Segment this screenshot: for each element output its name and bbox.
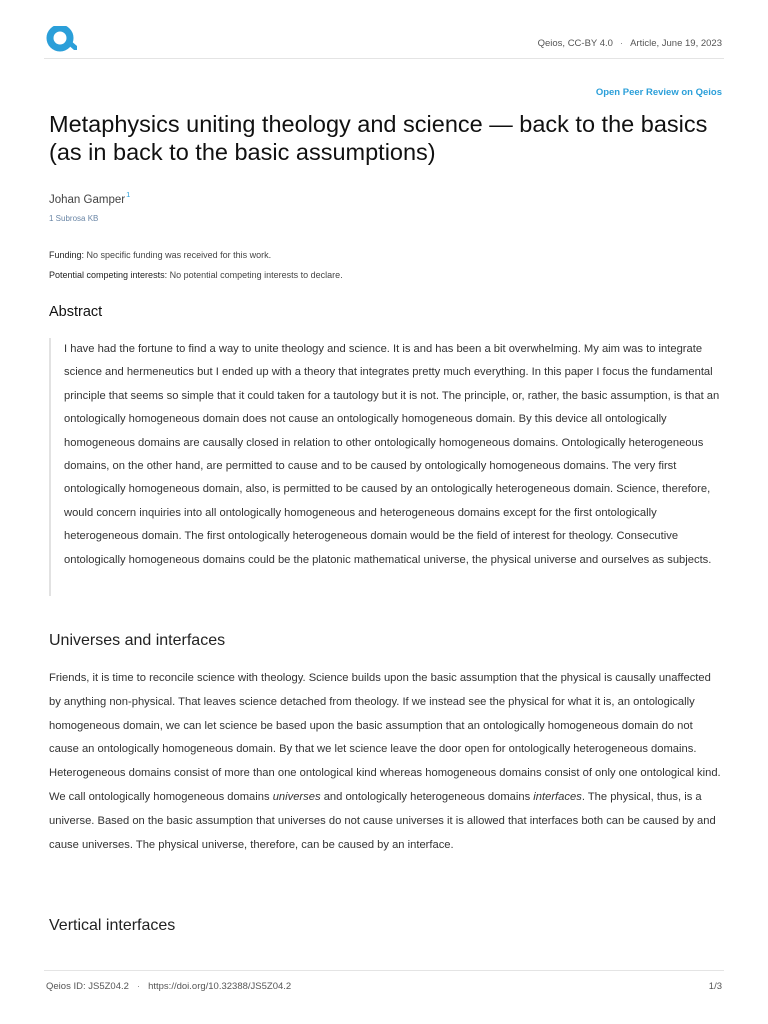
author-line (49, 190, 130, 206)
competing-interests-text: No potential competing interests to declare. (169, 270, 343, 280)
section-heading-universes-and-interfaces: Universes and interfaces (49, 632, 226, 649)
section-heading-vertical-interfaces: Vertical interfaces (49, 917, 176, 934)
footer-divider (44, 970, 724, 971)
paragraph-text: . The physical, thus, is a universe. Based on the basic assumption that universes do not cause universes it is allowed that interfaces both can be caused by and cause universes. The physical universe, therefore, can be caused by an interface. (49, 790, 716, 851)
affiliation: 1 Subrosa KB (49, 214, 99, 223)
article-title: Metaphysics uniting theology and science — back to the basics (as in back to the basic assumptions) (49, 111, 708, 165)
article-date: Article, June 19, 2023 (630, 38, 722, 49)
paragraph-text: Friends, it is time to reconcile science with theology. Science builds upon the basic assumption that the physical is causally unaffected by anything non-physical. That leaves science detached from theology. If we instead see the physical for what it is, an ontologically homogeneous domain, we can let science be based upon the basic assumption that an ontologically homogeneous domain do not cause an ontologically homogeneous domain. By that we let science leave the door open for ontologically heterogeneous domains. Heterogeneous domains consist of more than one ontological kind whereas homogeneous domains consist of only one ontological kind. We call ontologically homogeneous domains (49, 672, 721, 803)
header-meta (538, 38, 722, 49)
paragraph-text: and ontologically heterogeneous domains (323, 790, 531, 803)
funding-statement (49, 250, 271, 260)
header-separator: · (619, 38, 624, 49)
emphasis-universes: universes (272, 790, 321, 803)
section-paragraph (49, 667, 725, 857)
abstract-heading: Abstract (49, 304, 103, 320)
author-name[interactable]: Johan Gamper (49, 194, 126, 206)
doi-link[interactable]: https://doi.org/10.32388/JS5Z04.2 (148, 981, 292, 992)
page-number: 1/3 (708, 981, 722, 992)
license-label: Qeios, CC-BY 4.0 (537, 38, 613, 49)
footer-separator: · (136, 981, 141, 992)
qeios-logo-icon[interactable] (46, 26, 78, 52)
open-peer-review-link[interactable]: Open Peer Review on Qeios (595, 87, 722, 98)
funding-label: Funding: (49, 250, 85, 260)
footer-info (46, 981, 291, 992)
competing-interests-label: Potential competing interests: (49, 270, 168, 280)
header-divider (44, 58, 724, 59)
competing-interests-statement (49, 270, 343, 280)
abstract-text: I have had the fortune to find a way to unite theology and science. It is and has been a bit overwhelming. My aim was to integrate science and hermeneutics but I ended up with a theory that integrates pretty much everything. In this paper I focus the fundamental principle that seems so simple that it could taken for a tautology but it is not. The principle, or, rather, the basic assumption, is that an ontologically homogeneous domain does not cause an ontologically homogeneous domain. By this device all ontologically homogeneous domains are causally closed in relation to other ontologically homogeneous domains. Ontologically heterogeneous domains, on the other hand, are permitted to cause and to be caused by ontologically homogeneous domains. The very first ontologically homogeneous domain, also, is permitted to be caused by an ontologically heterogeneous domain. Science, therefore, would concern inquiries into all ontologically homogeneous and heterogeneous domains except for the first ontologically heterogeneous domain. The first ontologically heterogeneous domain would be the field of interest for theology. Consecutive ontologically homogeneous domains could be the platonic mathematical universe, the physical universe and ourselves as subjects. (49, 338, 722, 596)
emphasis-interfaces: interfaces (533, 790, 582, 803)
funding-text: No specific funding was received for this work. (86, 250, 272, 260)
author-affiliation-marker: 1 (126, 190, 131, 199)
qeios-id: Qeios ID: JS5Z04.2 (46, 981, 129, 992)
